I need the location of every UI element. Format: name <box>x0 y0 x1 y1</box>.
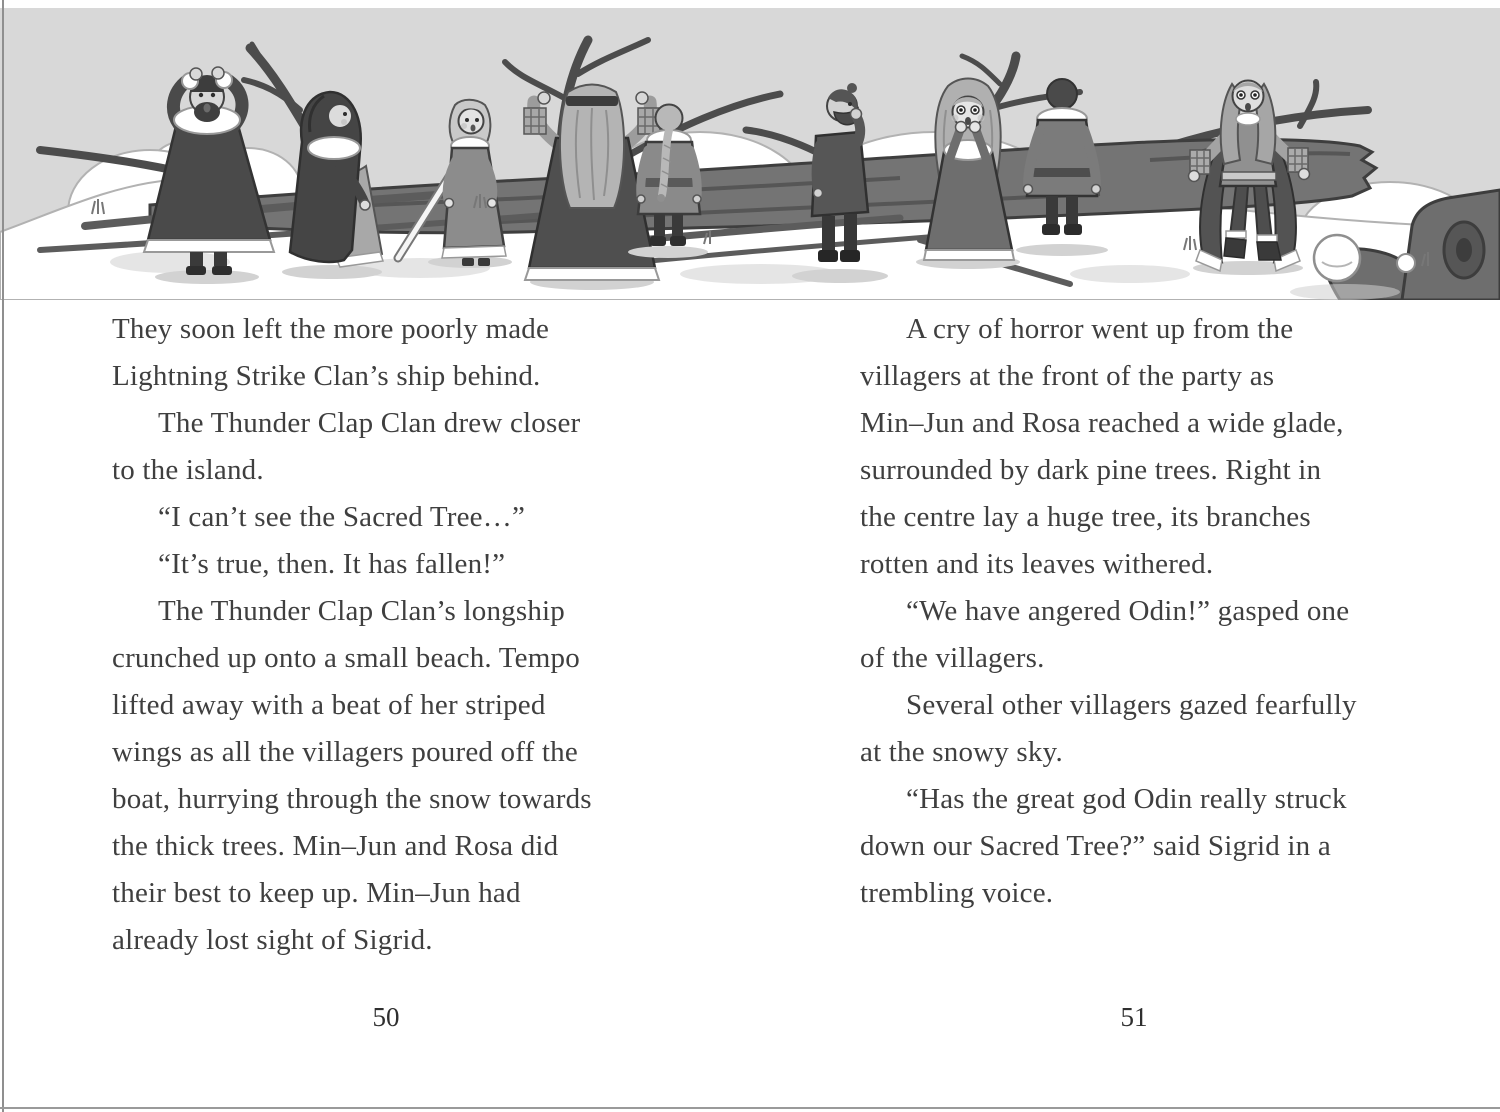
page-50-text <box>112 306 660 964</box>
page-edge-bottom <box>0 1107 1500 1109</box>
text-line: their best to keep up. Min–Jun had <box>112 877 521 909</box>
text-line: at the snowy sky. <box>860 736 1063 768</box>
text-line: surrounded by dark pine trees. Right in <box>860 454 1322 486</box>
text-line: of the villagers. <box>860 642 1045 674</box>
text-line: The Thunder Clap Clan’s longship <box>158 595 565 627</box>
text-line: lifted away with a beat of her striped <box>112 689 546 721</box>
text-line: the thick trees. Min–Jun and Rosa did <box>112 830 559 862</box>
page-number-51: 51 <box>1120 1002 1148 1032</box>
text-line: rotten and its leaves withered. <box>860 548 1214 580</box>
page-51-text <box>860 306 1408 964</box>
text-line: “It’s true, then. It has fallen!” <box>158 548 506 580</box>
text-line: crunched up onto a small beach. Tempo <box>112 642 580 674</box>
text-line: wings as all the villagers poured off the <box>112 736 578 768</box>
text-line: down our Sacred Tree?” said Sigrid in a <box>860 830 1331 862</box>
text-line: Several other villagers gazed fearfully <box>906 689 1357 721</box>
text-line: The Thunder Clap Clan drew closer <box>158 407 581 439</box>
text-line: Lightning Strike Clan’s ship behind. <box>112 360 541 392</box>
text-line: to the island. <box>112 454 264 486</box>
page-number-50: 50 <box>372 1002 400 1032</box>
text-line: They soon left the more poorly made <box>112 313 550 345</box>
text-line: “I can’t see the Sacred Tree…” <box>158 501 526 533</box>
text-line: already lost sight of Sigrid. <box>112 924 433 956</box>
text-line: “We have angered Odin!” gasped one <box>906 595 1350 627</box>
page-edge-left <box>2 0 4 1112</box>
text-columns <box>112 306 1408 964</box>
text-line: the centre lay a huge tree, its branches <box>860 501 1311 533</box>
text-line: “Has the great god Odin really struck <box>906 783 1347 815</box>
text-line: Min–Jun and Rosa reached a wide glade, <box>860 407 1344 439</box>
text-line: A cry of horror went up from the <box>906 313 1294 345</box>
text-line: trembling voice. <box>860 877 1054 909</box>
text-line: boat, hurrying through the snow towards <box>112 783 592 815</box>
text-line: villagers at the front of the party as <box>860 360 1275 392</box>
illustration-fallen-tree <box>0 0 1500 300</box>
